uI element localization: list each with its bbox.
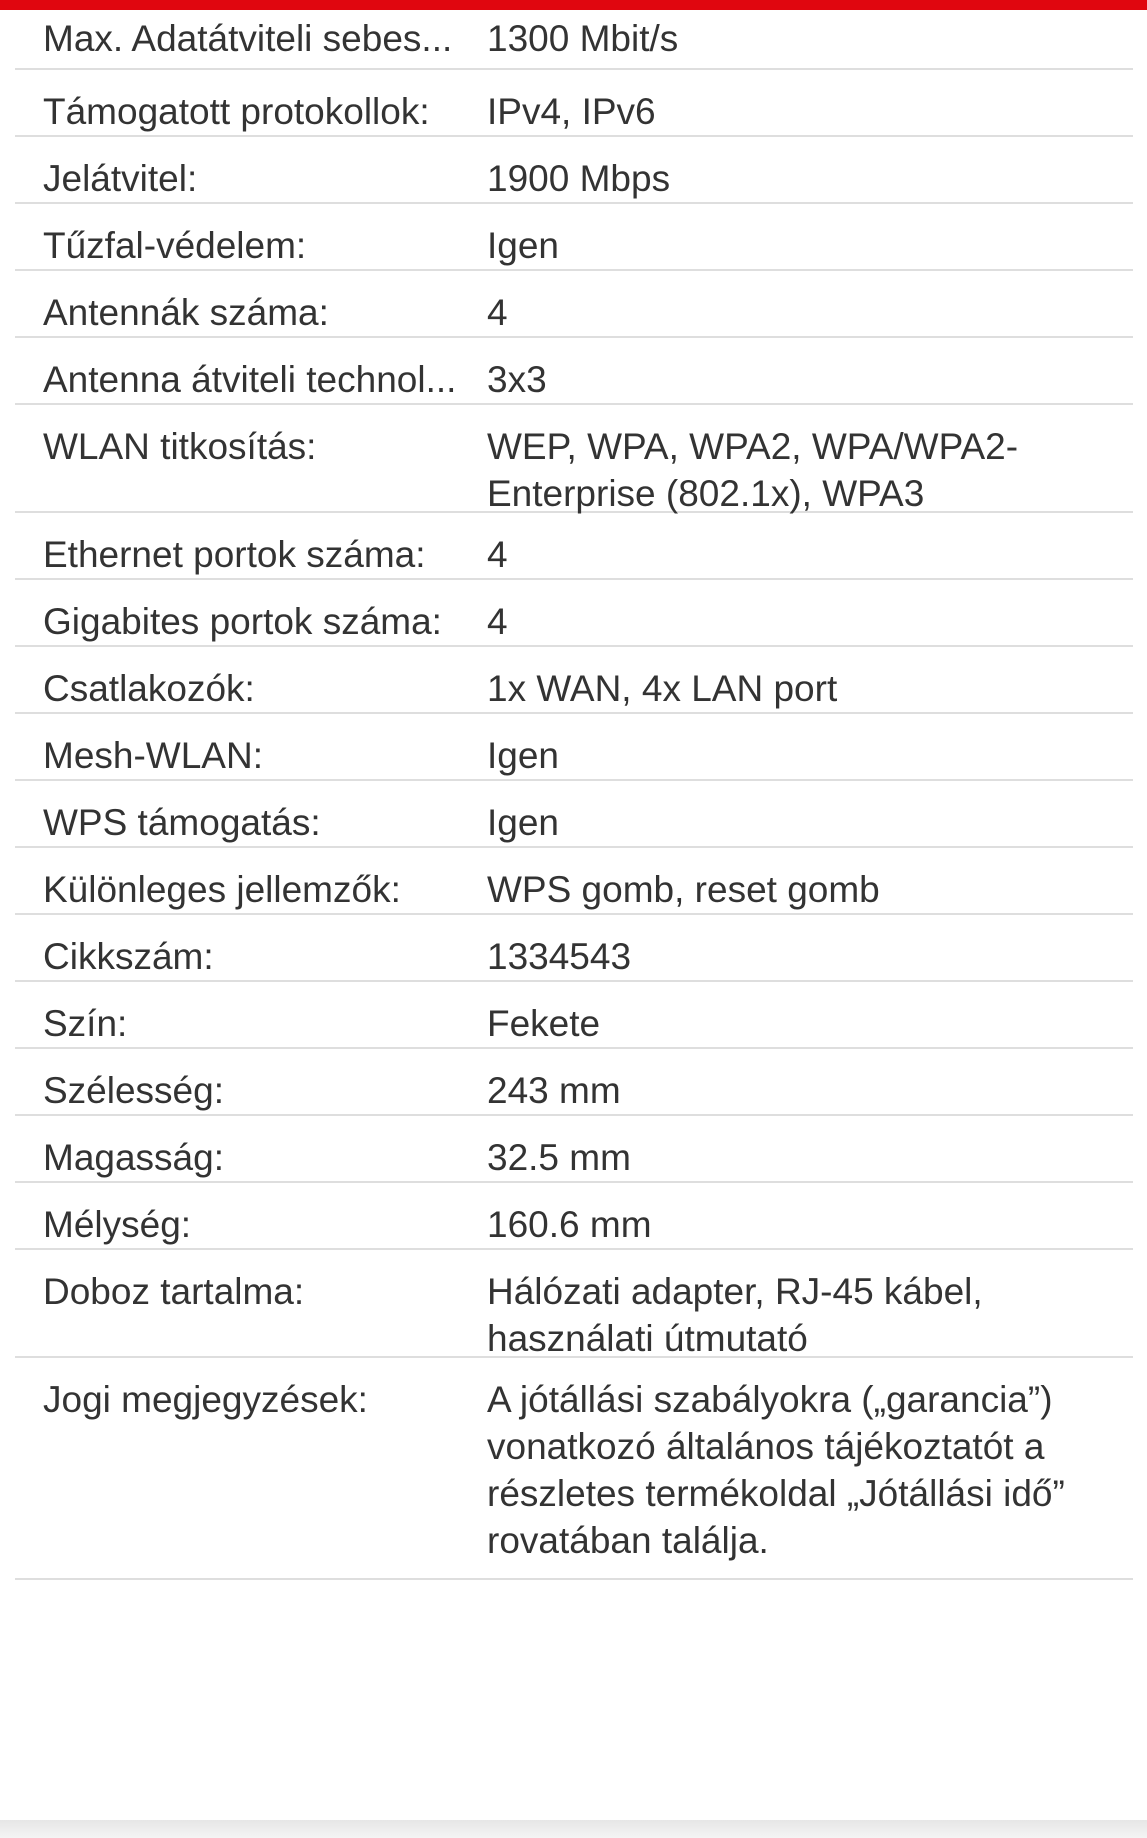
spec-value: WEP, WPA, WPA2, WPA/WPA2-Enterprise (802.1x), WPA3 <box>487 426 1019 514</box>
spec-label: Antenna átviteli technol... <box>43 359 457 400</box>
spec-row <box>15 781 1133 848</box>
spec-value: WPS gomb, reset gomb <box>487 869 880 910</box>
spec-row <box>15 580 1133 647</box>
spec-row <box>15 647 1133 714</box>
spec-value: 1300 Mbit/s <box>487 18 679 59</box>
spec-value: Igen <box>487 802 560 843</box>
spec-row <box>15 405 1133 513</box>
spec-row <box>15 271 1133 338</box>
spec-value: Hálózati adapter, RJ-45 kábel, használati útmutató <box>487 1271 983 1359</box>
spec-label: Jogi megjegyzések: <box>43 1379 368 1420</box>
spec-label: Mélység: <box>43 1204 192 1245</box>
spec-label: WPS támogatás: <box>43 802 321 843</box>
spec-label: Támogatott protokollok: <box>43 91 430 132</box>
spec-label: Antennák száma: <box>43 292 329 333</box>
spec-row <box>15 1358 1133 1580</box>
spec-value: 243 mm <box>487 1070 621 1111</box>
spec-sheet <box>0 10 1147 1820</box>
spec-label: Tűzfal-védelem: <box>43 225 307 266</box>
spec-row <box>15 12 1133 70</box>
spec-value: 4 <box>487 534 508 575</box>
spec-table <box>15 12 1133 1580</box>
spec-label: Max. Adatátviteli sebes... <box>43 18 453 59</box>
spec-row <box>15 70 1133 137</box>
spec-value: Fekete <box>487 1003 601 1044</box>
spec-label: Ethernet portok száma: <box>43 534 426 575</box>
spec-value: 4 <box>487 601 508 642</box>
spec-row <box>15 513 1133 580</box>
spec-label: Különleges jellemzők: <box>43 869 401 910</box>
spec-row <box>15 1049 1133 1116</box>
spec-row <box>15 204 1133 271</box>
spec-value: 1x WAN, 4x LAN port <box>487 668 838 709</box>
spec-label: Gigabites portok száma: <box>43 601 442 642</box>
spec-row <box>15 1250 1133 1358</box>
spec-row <box>15 1116 1133 1183</box>
top-accent-bar <box>0 0 1147 10</box>
spec-value: Igen <box>487 735 560 776</box>
spec-label: Szélesség: <box>43 1070 224 1111</box>
spec-value: 1900 Mbps <box>487 158 671 199</box>
spec-row <box>15 137 1133 204</box>
spec-label: Cikkszám: <box>43 936 214 977</box>
spec-value: 160.6 mm <box>487 1204 652 1245</box>
spec-row <box>15 982 1133 1049</box>
spec-value: 32.5 mm <box>487 1137 631 1178</box>
spec-value: 1334543 <box>487 936 632 977</box>
spec-label: Magasság: <box>43 1137 224 1178</box>
spec-value: 4 <box>487 292 508 333</box>
spec-label: Szín: <box>43 1003 128 1044</box>
spec-label: Mesh-WLAN: <box>43 735 263 776</box>
bottom-edge-shadow <box>0 1820 1147 1838</box>
spec-value: Igen <box>487 225 560 266</box>
spec-row <box>15 1183 1133 1250</box>
spec-value: A jótállási szabályokra („garancia”) vonatkozó általános tájékoztatót a részletes termékoldal „Jótállási idő” rovatában találja. <box>487 1379 1065 1561</box>
spec-label: WLAN titkosítás: <box>43 426 317 467</box>
spec-label: Doboz tartalma: <box>43 1271 305 1312</box>
spec-label: Csatlakozók: <box>43 668 255 709</box>
spec-row <box>15 714 1133 781</box>
spec-row <box>15 915 1133 982</box>
spec-value: IPv4, IPv6 <box>487 91 656 132</box>
spec-value: 3x3 <box>487 359 547 400</box>
spec-row <box>15 338 1133 405</box>
spec-label: Jelátvitel: <box>43 158 198 199</box>
spec-row <box>15 848 1133 915</box>
